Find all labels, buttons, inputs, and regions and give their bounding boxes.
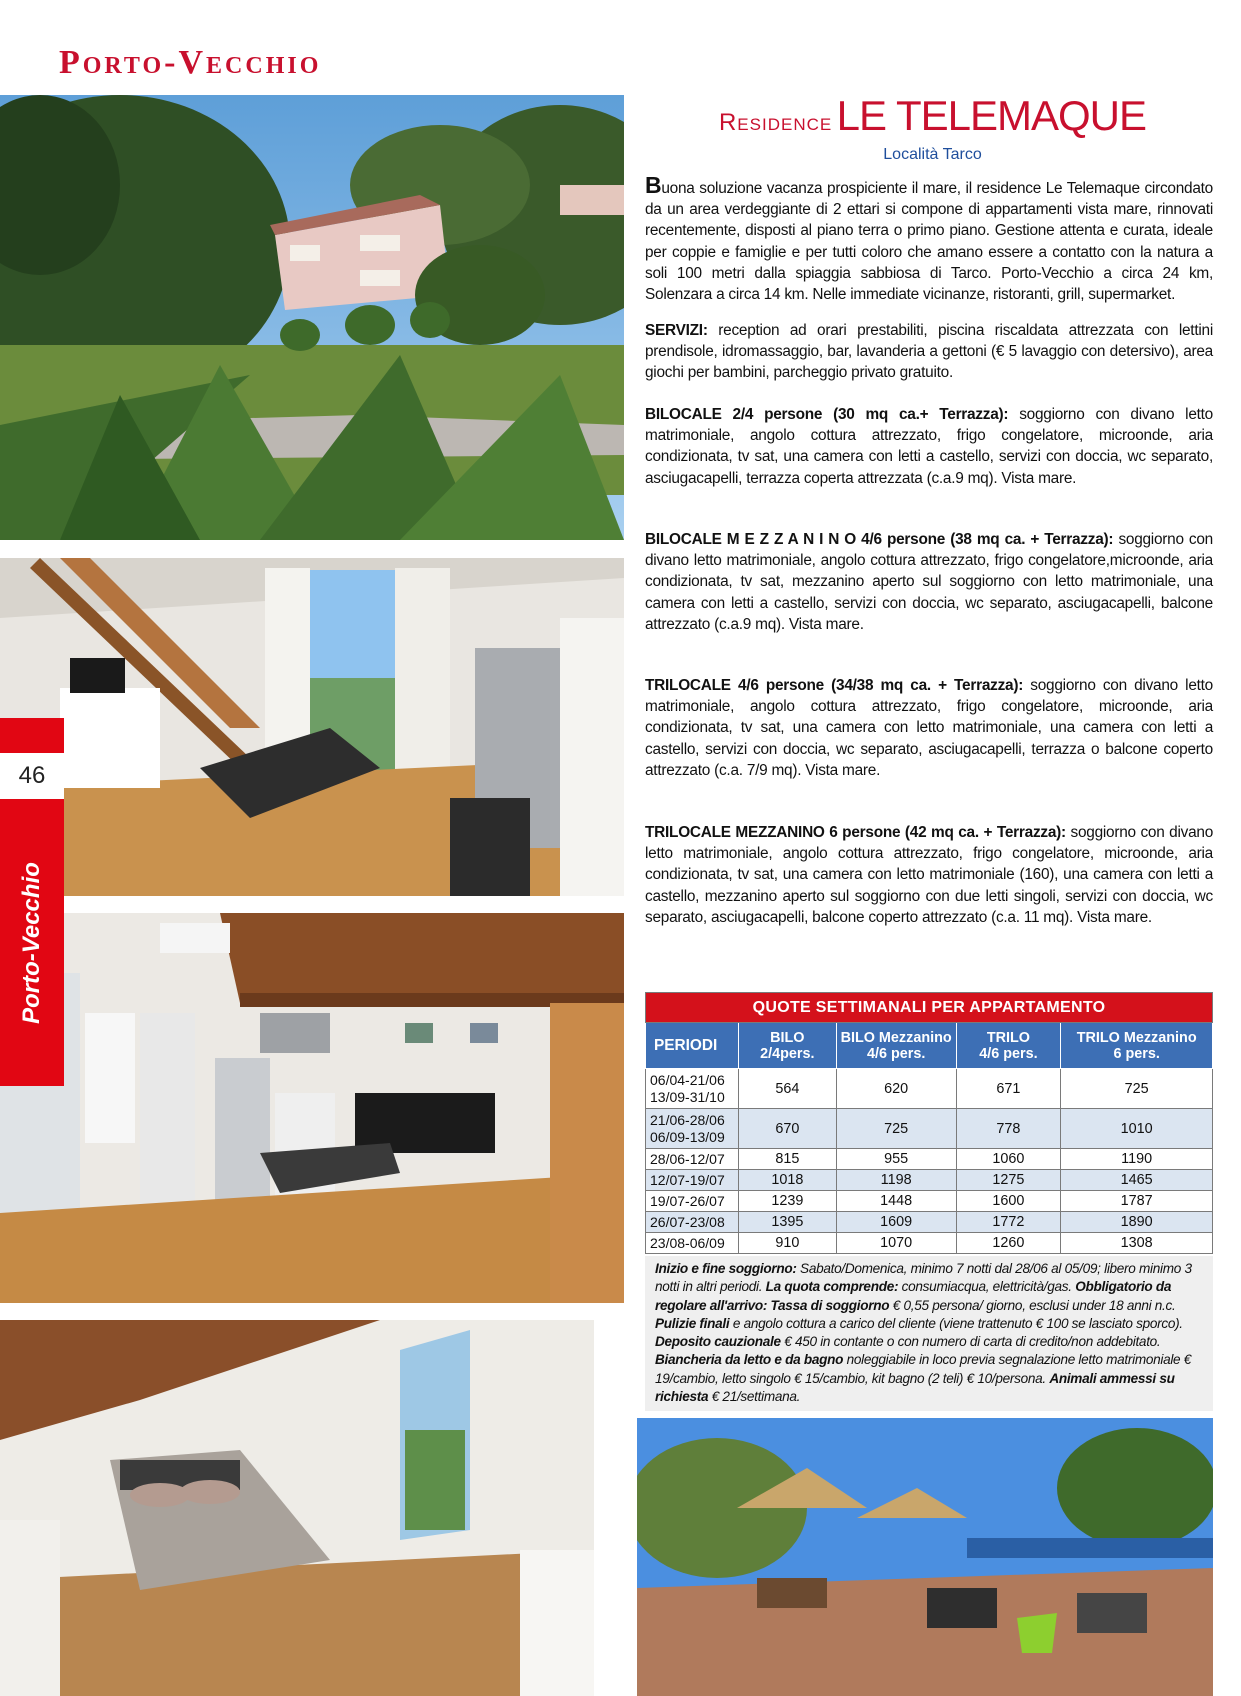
booking-notes: [645, 1256, 1213, 1411]
residence-title: [645, 92, 1220, 140]
table-row: [646, 1191, 1213, 1212]
page-header-title: Porto-Vecchio: [59, 44, 322, 81]
note-text: € 450 in contante o con numero di carta di credito/non addebitato.: [780, 1334, 1161, 1350]
price-cell: 1018: [738, 1170, 836, 1191]
side-tab: [0, 718, 64, 1086]
price-cell: 778: [956, 1109, 1061, 1149]
price-cell: 725: [836, 1109, 956, 1149]
price-cell: 671: [956, 1069, 1061, 1109]
table-row: [646, 1109, 1213, 1149]
living-room-stairs-photo: [0, 558, 624, 896]
unit-bilocale-mezzanino: [645, 529, 1213, 635]
unit-trilocale: [645, 675, 1213, 781]
price-cell: 910: [738, 1233, 836, 1254]
dropcap: B: [645, 172, 662, 198]
price-cell: 1448: [836, 1191, 956, 1212]
table-row: [646, 1170, 1213, 1191]
price-cell: 1010: [1061, 1109, 1213, 1149]
price-cell: 1190: [1061, 1149, 1213, 1170]
price-cell: 1609: [836, 1212, 956, 1233]
price-cell: 1787: [1061, 1191, 1213, 1212]
period-cell: 21/06-28/06 06/09-13/09: [646, 1109, 739, 1149]
unit-label: BILOCALE M E Z Z A N I N O 4/6 persone (38 mq ca. + Terrazza):: [645, 531, 1114, 548]
period-cell: 19/07-26/07: [646, 1191, 739, 1212]
table-row: [646, 1233, 1213, 1254]
price-cell: 670: [738, 1109, 836, 1149]
column-header-trilo-mezzanino: TRILO Mezzanino 6 pers.: [1061, 1023, 1213, 1069]
kitchen-living-mezzanine-photo: [0, 913, 624, 1303]
price-cell: 1275: [956, 1170, 1061, 1191]
unit-label: TRILOCALE 4/6 persone (34/38 mq ca. + Terrazza):: [645, 677, 1024, 694]
price-cell: 1600: [956, 1191, 1061, 1212]
price-cell: 1308: [1061, 1233, 1213, 1254]
note-bold: Biancheria da letto e da bagno: [655, 1352, 844, 1368]
table-row: [646, 1069, 1213, 1109]
period-cell: 23/08-06/09: [646, 1233, 739, 1254]
column-header-trilo: TRILO 4/6 pers.: [956, 1023, 1061, 1069]
price-cell: 1070: [836, 1233, 956, 1254]
price-cell: 1395: [738, 1212, 836, 1233]
price-table: [645, 992, 1213, 1254]
note-bold: Pulizie finali: [655, 1315, 730, 1331]
residence-exterior-photo: [0, 95, 624, 540]
note-text: noleggiabile in loco previa segnalazione letto matrimoniale € 19/cambio, letto singolo € 15/cambio, kit bagno (2 teli) € 10/persona.: [655, 1352, 1192, 1386]
note-text: consumiacqua, elettricità/gas.: [898, 1279, 1076, 1295]
residence-title-big: LE TELEMAQUE: [836, 92, 1147, 139]
residence-title-small: Residence: [718, 109, 833, 136]
price-table-title: QUOTE SETTIMANALI PER APPARTAMENTO: [646, 993, 1213, 1023]
period-cell: 28/06-12/07: [646, 1149, 739, 1170]
unit-label: TRILOCALE MEZZANINO 6 persone (42 mq ca. + Terrazza):: [645, 824, 1066, 841]
column-header-periodi: PERIODI: [646, 1023, 739, 1069]
services-text: reception ad orari prestabiliti, piscina riscaldata attrezzata con lettini prendisole, idromassaggio, bar, lavanderia a gettoni (€ 5 lavaggio con detersivo), area giochi per bambini, parcheggio privato gratuito.: [645, 322, 1213, 382]
table-row: [646, 1212, 1213, 1233]
unit-text: soggiorno con divano letto matrimoniale, angolo cottura attrezzato, frigo congelatore,microonde, aria condizionata, tv sat, mezzanino aperto sul soggiorno con letto matrimoniale, una camera con letti a castello, servizi con doccia, wc separato, asciugacapelli, balcone attrezzato (c.a.9 mq). Vista mare.: [645, 531, 1213, 633]
services-paragraph: [645, 320, 1213, 384]
table-row: [646, 1149, 1213, 1170]
residence-title-block: [645, 92, 1220, 164]
price-cell: 1465: [1061, 1170, 1213, 1191]
unit-label: BILOCALE 2/4 persone (30 mq ca.+ Terrazza):: [645, 406, 1009, 423]
terrace-photo: [637, 1418, 1213, 1696]
page-number: 46: [0, 752, 64, 800]
note-text: € 0,55 persona/ giorno, esclusi under 18 anni n.c.: [889, 1297, 1176, 1313]
period-cell: 26/07-23/08: [646, 1212, 739, 1233]
note-text: e angolo cottura a carico del cliente (viene trattenuto € 100 se lasciato sporco).: [729, 1315, 1183, 1331]
unit-text: soggiorno con divano letto matrimoniale, angolo cottura attrezzato, frigo congelatore, microonde, aria condizionata, tv sat, una camera con letto matrimoniale, una camera con letti a castello, servizi con doccia, wc separato, asciugacapelli, terrazza o balcone coperto attrezzato (c.a. 7/9 mq). Vista mare.: [645, 677, 1213, 779]
note-text: Sabato/Domenica, minimo 7 notti dal 28/06 al 05/09; libero minimo 3 notti in altri periodi.: [655, 1261, 1192, 1295]
unit-text: soggiorno con divano letto matrimoniale, angolo cottura attrezzato, frigo congelatore, microonde, aria condizionata, tv sat, una camera con letti a castello, servizi con doccia, wc separato, asciugacapelli, terrazza coperta attrezzata (c.a.9 mq). Vista mare.: [645, 406, 1213, 487]
period-cell: 12/07-19/07: [646, 1170, 739, 1191]
side-tab-label: Porto-Vecchio: [18, 862, 45, 1024]
price-cell: 815: [738, 1149, 836, 1170]
unit-trilocale-mezzanino: [645, 822, 1213, 928]
note-bold: Obbligatorio da regolare all'arrivo: Tassa di soggiorno: [655, 1279, 1172, 1313]
price-cell: 620: [836, 1069, 956, 1109]
intro-paragraph: [645, 172, 1213, 305]
price-cell: 1060: [956, 1149, 1061, 1170]
note-bold: La quota comprende:: [765, 1279, 899, 1295]
note-text: € 21/settimana.: [708, 1389, 801, 1405]
residence-subtitle: Località Tarco: [883, 146, 982, 163]
price-cell: 955: [836, 1149, 956, 1170]
price-cell: 1890: [1061, 1212, 1213, 1233]
column-header-bilo-mezzanino: BILO Mezzanino 4/6 pers.: [836, 1023, 956, 1069]
unit-text: soggiorno con divano letto matrimoniale, angolo cottura attrezzato, frigo congelatore, microonde, aria condizionata, tv sat, una camera con letto matrimoniale (160), una camera con letti a castello, mezzanino aperto sul soggiorno con due letti singoli, servizi con doccia, wc separato, asciugacapelli, balcone coperto attrezzato (c.a. 11 mq). Vista mare.: [645, 824, 1214, 926]
column-header-bilo: BILO 2/4pers.: [738, 1023, 836, 1069]
note-bold: Animali ammessi su richiesta: [655, 1370, 1175, 1405]
price-cell: 1239: [738, 1191, 836, 1212]
intro-text: uona soluzione vacanza prospiciente il mare, il residence Le Telemaque circondato da un area verdeggiante di 2 ettari si compone di appartamenti vista mare, rinnovati recentemente, disposti al piano terra o primo piano. Gestione attenta e curata, ideale per coppie e famiglie e per tutti coloro che amano essere a contatto con la natura a soli 100 metri dalla spiaggia sabbiosa di Tarco. Porto-Vecchio a circa 24 km, Solenzara a circa 14 km. Nelle immediate vicinanze, ristoranti, grill, supermarket.: [645, 180, 1213, 304]
bedroom-photo: [0, 1320, 594, 1696]
services-label: SERVIZI:: [645, 322, 708, 339]
price-cell: 1260: [956, 1233, 1061, 1254]
price-cell: 1772: [956, 1212, 1061, 1233]
note-bold: Inizio e fine soggiorno:: [655, 1261, 797, 1276]
unit-bilocale: [645, 404, 1213, 489]
price-cell: 1198: [836, 1170, 956, 1191]
note-bold: Deposito cauzionale: [655, 1334, 781, 1350]
period-cell: 06/04-21/06 13/09-31/10: [646, 1069, 739, 1109]
price-cell: 564: [738, 1069, 836, 1109]
price-cell: 725: [1061, 1069, 1213, 1109]
